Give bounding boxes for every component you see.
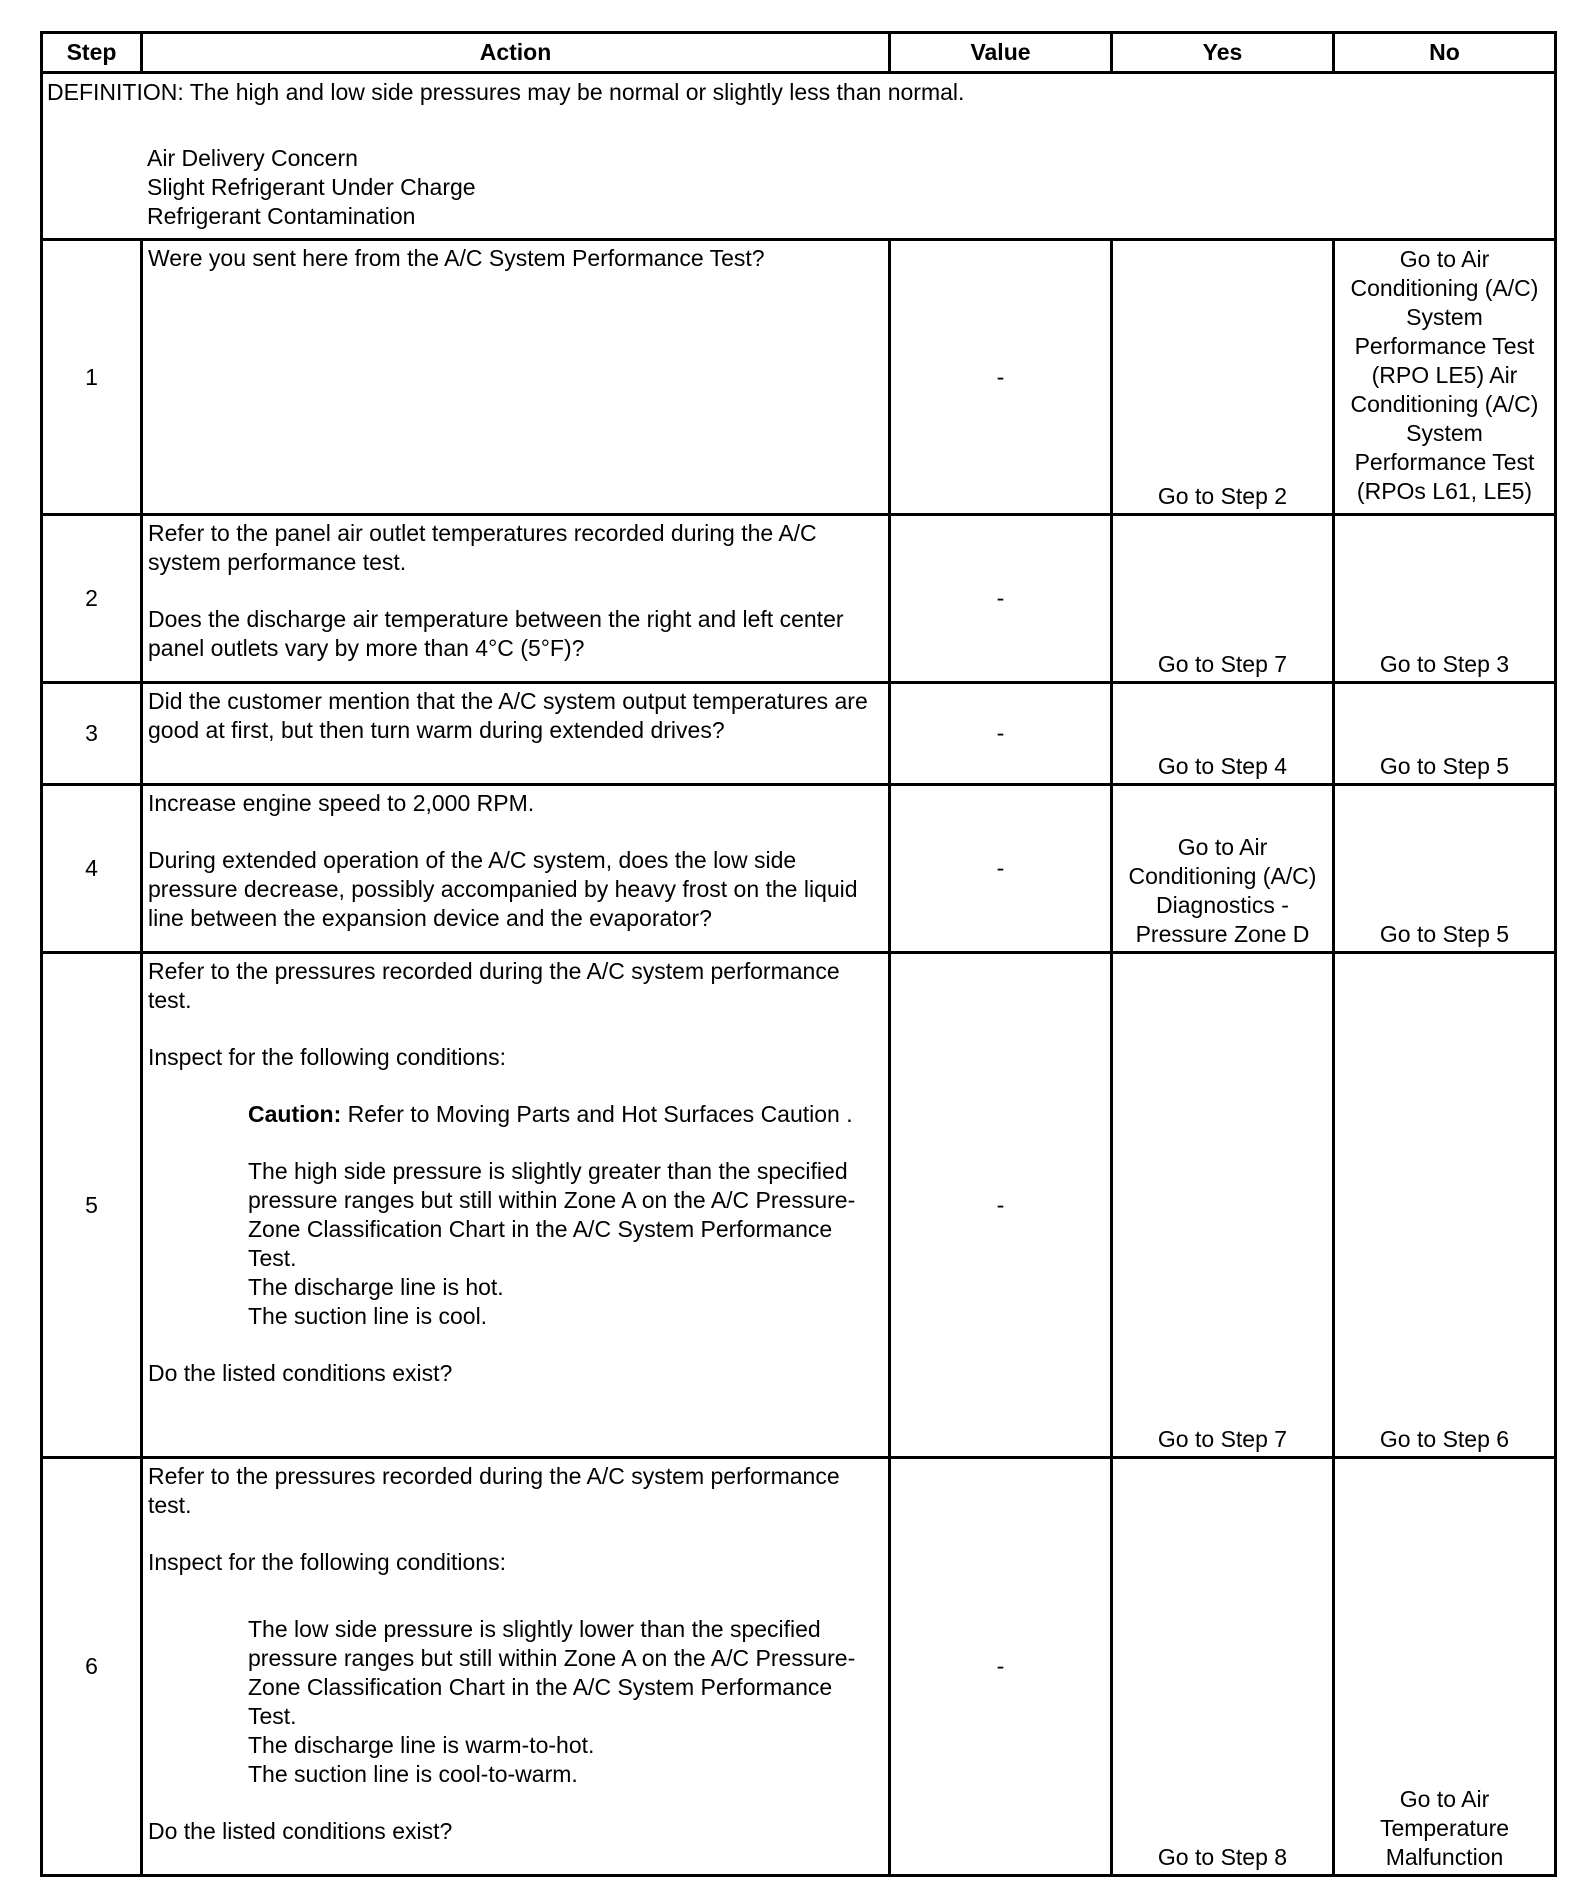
step-row-2 [42, 515, 1556, 683]
header-step: Step [42, 33, 142, 73]
action-instruction: Inspect for the following conditions: [148, 1044, 506, 1070]
condition-item: The suction line is cool-to-warm. [248, 1761, 578, 1787]
action-text: Refer to the pressures recorded during the A/C system performance test. [148, 958, 840, 1013]
conditions-list [148, 1100, 883, 1331]
definition-row [42, 73, 1556, 240]
caution-label: Caution: [248, 1101, 342, 1127]
diagnostic-table [40, 31, 1557, 1877]
step-value: - [890, 1458, 1112, 1876]
step-value: - [890, 515, 1112, 683]
step-row-3 [42, 683, 1556, 785]
step-action [142, 515, 890, 683]
step-no: Go to Step 5 [1334, 683, 1556, 785]
definition-cell [42, 73, 1556, 240]
step-yes: Go to Step 7 [1112, 515, 1334, 683]
caution-text: Refer to Moving Parts and Hot Surfaces Caution . [341, 1101, 853, 1127]
action-text: Were you sent here from the A/C System Performance Test? [148, 245, 765, 271]
condition-item: The suction line is cool. [248, 1303, 488, 1329]
step-number: 5 [42, 953, 142, 1458]
conditions-list [148, 1615, 883, 1789]
header-value: Value [890, 33, 1112, 73]
step-number: 1 [42, 240, 142, 515]
definition-text: DEFINITION: The high and low side pressures may be normal or slightly less than normal. [47, 79, 965, 105]
step-value: - [890, 785, 1112, 953]
action-question: Do the listed conditions exist? [148, 1818, 453, 1844]
action-question: Do the listed conditions exist? [148, 1360, 453, 1386]
header-yes: Yes [1112, 33, 1334, 73]
step-yes: Go to Step 7 [1112, 953, 1334, 1458]
action-text: Increase engine speed to 2,000 RPM. [148, 790, 535, 816]
step-action [142, 683, 890, 785]
step-value: - [890, 240, 1112, 515]
step-number: 3 [42, 683, 142, 785]
step-no: Go to Air Conditioning (A/C) System Performance Test (RPO LE5) Air Conditioning (A/C) System Performance Test (RPOs L61, LE5) [1334, 240, 1556, 515]
step-yes: Go to Air Conditioning (A/C) Diagnostics - Pressure Zone D [1112, 785, 1334, 953]
step-row-6 [42, 1458, 1556, 1876]
action-question: Does the discharge air temperature between the right and left center panel outlets vary by more than 4°C (5°F)? [148, 606, 844, 661]
step-action [142, 953, 890, 1458]
step-action [142, 240, 890, 515]
step-action [142, 785, 890, 953]
action-question: During extended operation of the A/C system, does the low side pressure decrease, possibly accompanied by heavy frost on the liquid line between the expansion device and the evaporator? [148, 847, 858, 931]
header-no: No [1334, 33, 1556, 73]
step-no: Go to Step 5 [1334, 785, 1556, 953]
header-action: Action [142, 33, 890, 73]
condition-item: The discharge line is hot. [248, 1274, 504, 1300]
definition-item: Slight Refrigerant Under Charge [147, 174, 476, 200]
action-text: Refer to the pressures recorded during the A/C system performance test. [148, 1463, 840, 1518]
step-value: - [890, 683, 1112, 785]
step-yes: Go to Step 2 [1112, 240, 1334, 515]
condition-item: The low side pressure is slightly lower than the specified pressure ranges but still within Zone A on the A/C Pressure-Zone Classification Chart in the A/C System Performance Test. [248, 1616, 856, 1729]
step-row-1 [42, 240, 1556, 515]
action-text: Did the customer mention that the A/C system output temperatures are good at first, but then turn warm during extended drives? [148, 688, 868, 743]
action-instruction: Inspect for the following conditions: [148, 1549, 506, 1575]
step-number: 6 [42, 1458, 142, 1876]
step-number: 4 [42, 785, 142, 953]
step-action [142, 1458, 890, 1876]
step-number: 2 [42, 515, 142, 683]
step-value: - [890, 953, 1112, 1458]
action-text: Refer to the panel air outlet temperatures recorded during the A/C system performance test. [148, 520, 817, 575]
definition-item: Refrigerant Contamination [147, 203, 416, 229]
step-no: Go to Step 3 [1334, 515, 1556, 683]
step-no: Go to Air Temperature Malfunction [1334, 1458, 1556, 1876]
step-row-4 [42, 785, 1556, 953]
step-yes: Go to Step 4 [1112, 683, 1334, 785]
condition-item: The high side pressure is slightly greater than the specified pressure ranges but still within Zone A on the A/C Pressure-Zone Classification Chart in the A/C System Performance Test. [248, 1158, 856, 1271]
caution-note [248, 1100, 883, 1129]
header-row [42, 33, 1556, 73]
step-yes: Go to Step 8 [1112, 1458, 1334, 1876]
definition-list [47, 144, 1550, 231]
definition-item: Air Delivery Concern [147, 145, 358, 171]
condition-item: The discharge line is warm-to-hot. [248, 1732, 595, 1758]
step-no: Go to Step 6 [1334, 953, 1556, 1458]
step-row-5 [42, 953, 1556, 1458]
